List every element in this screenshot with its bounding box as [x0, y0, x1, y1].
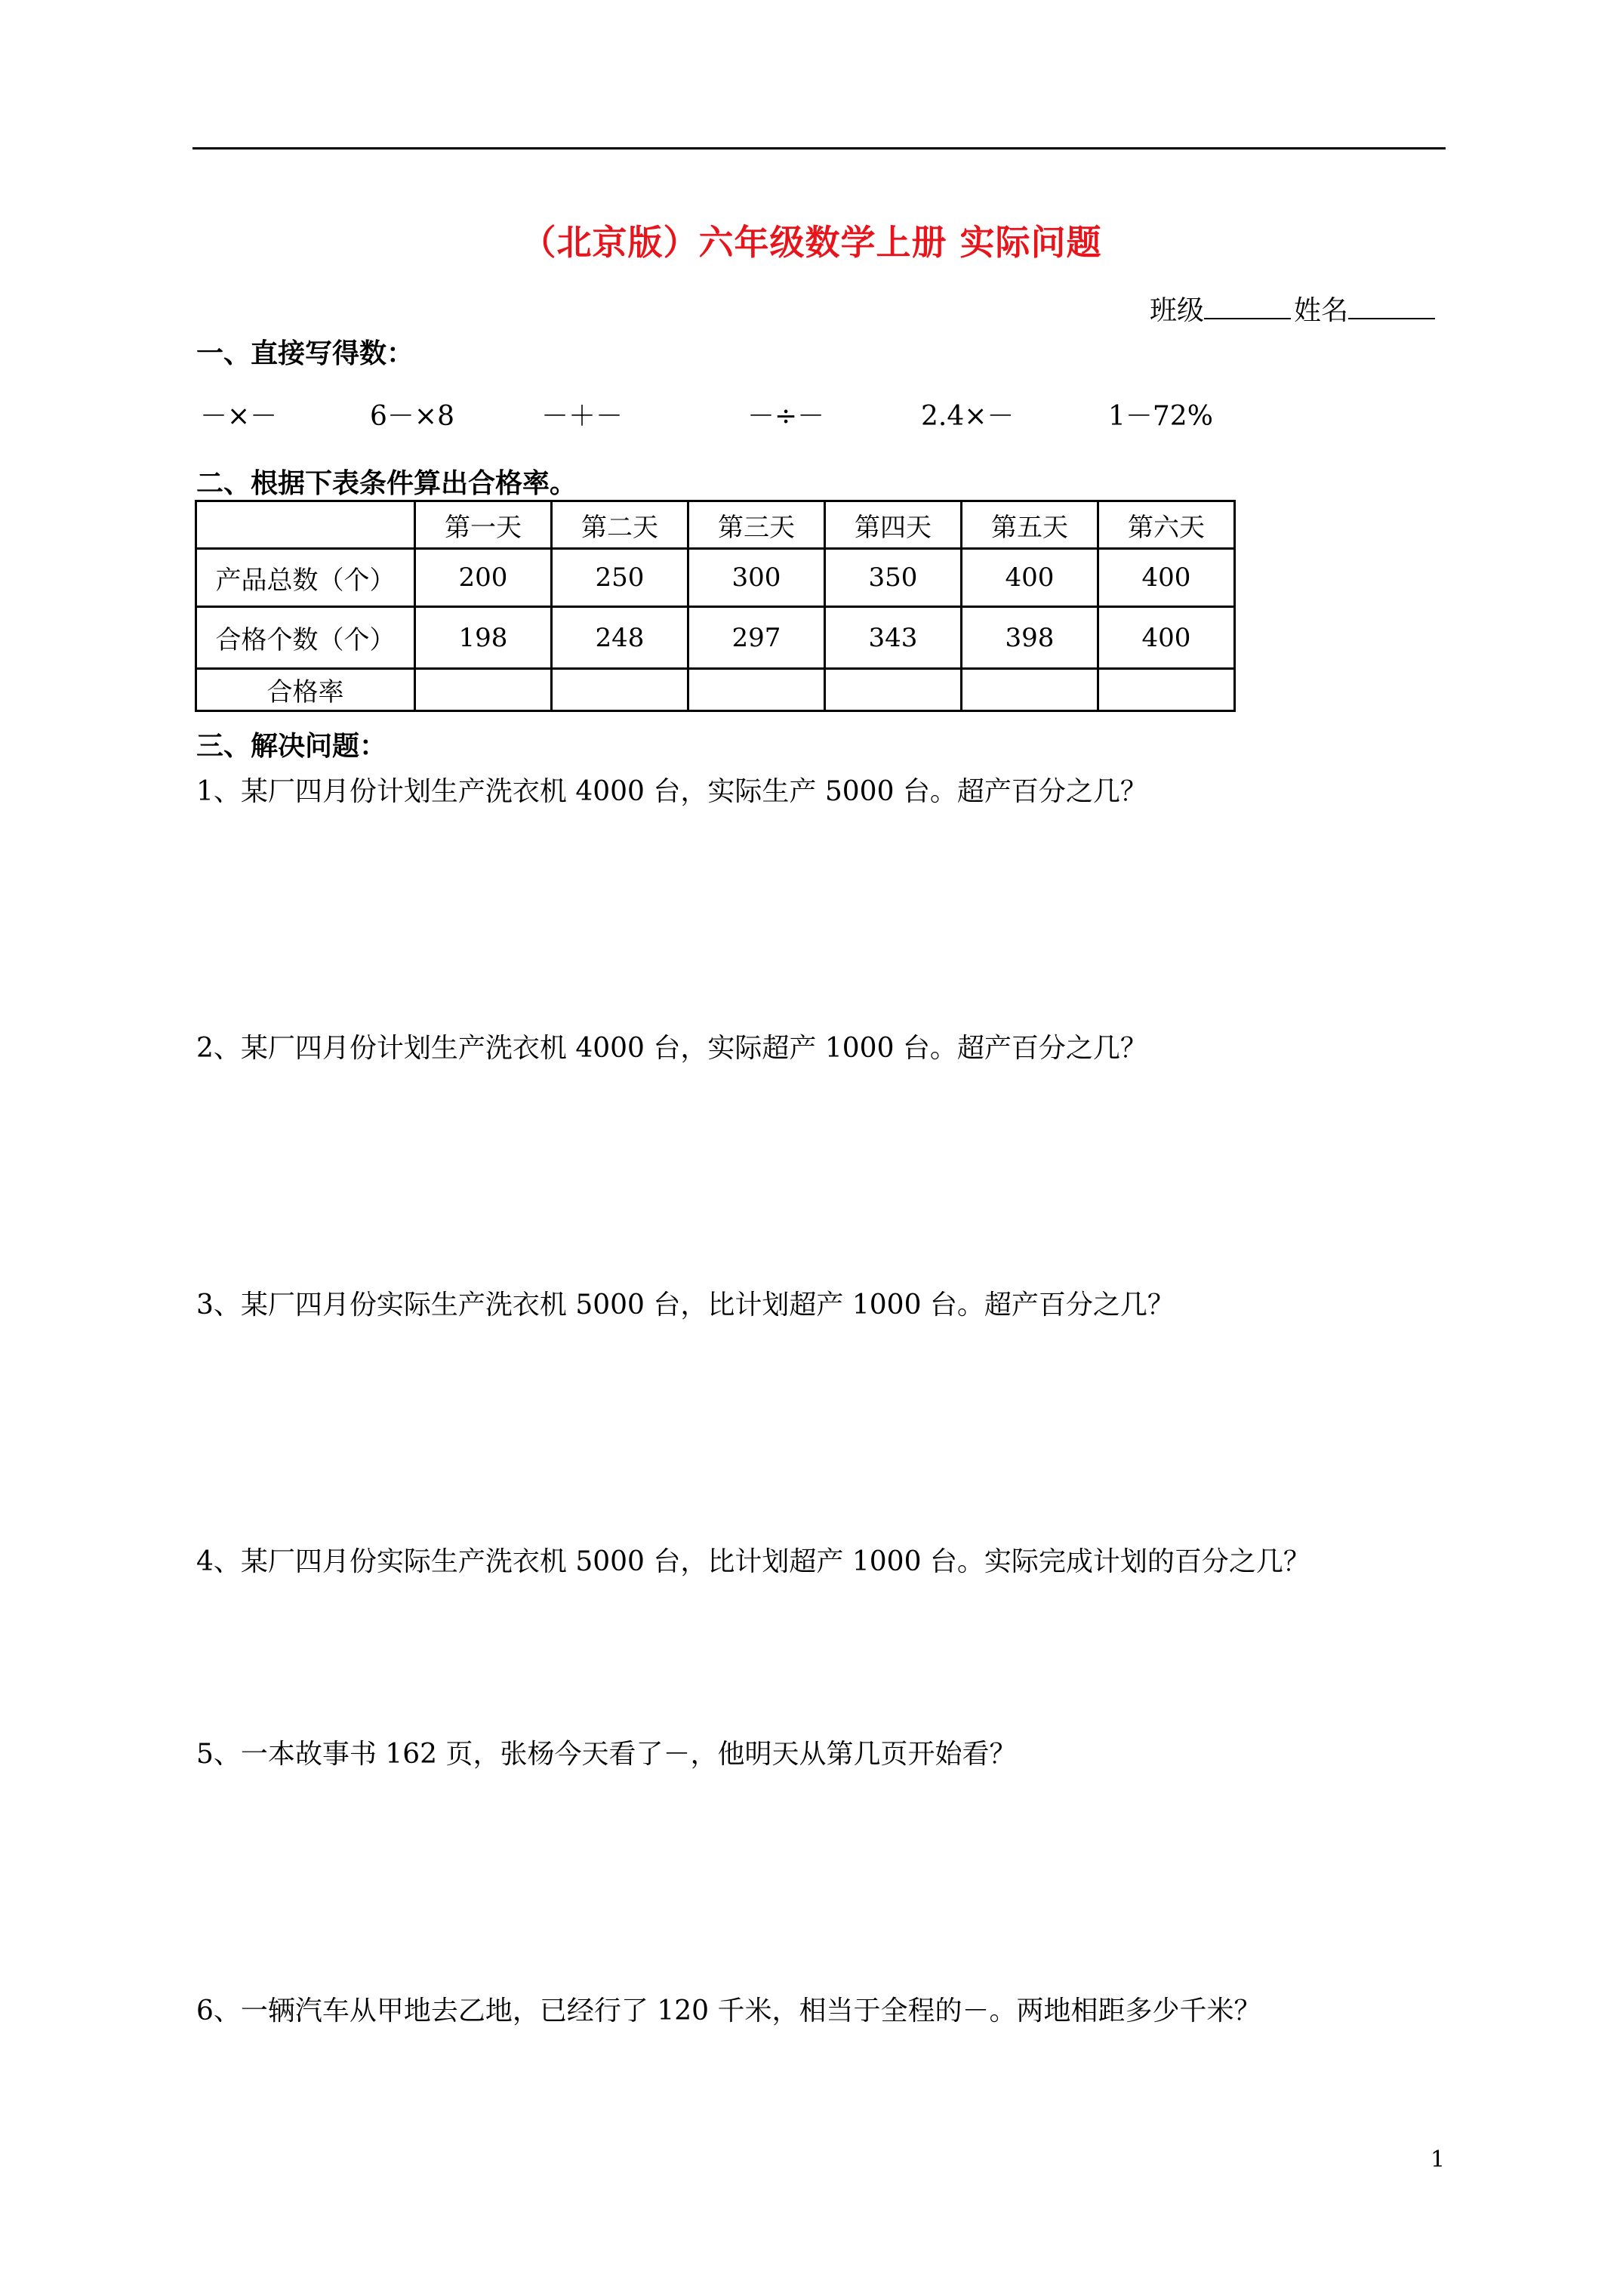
table-cell: 400 [962, 549, 1098, 607]
section1-heading: 一、直接写得数： [196, 337, 414, 369]
expression-5: 2.4×－ [921, 401, 1015, 432]
table-header-cell: 第三天 [688, 501, 825, 549]
table-header-cell: 第四天 [825, 501, 962, 549]
expression-2: 6－×8 [370, 401, 454, 432]
header-rule [192, 147, 1446, 149]
answer-cell[interactable] [962, 669, 1098, 711]
section2-heading: 二、根据下表条件算出合格率。 [196, 467, 577, 499]
table-cell: 产品总数（个） [196, 549, 415, 607]
expression-1: －×－ [200, 401, 278, 432]
name-label: 姓名 [1294, 295, 1349, 326]
table-cell: 198 [415, 607, 552, 669]
table-cell: 合格个数（个） [196, 607, 415, 669]
expression-6: 1－72% [1108, 401, 1213, 432]
table-header-cell: 第一天 [415, 501, 552, 549]
page-number: 1 [1431, 2147, 1446, 2173]
table-row [196, 607, 1235, 669]
class-blank [1204, 295, 1291, 319]
table-cell: 350 [825, 549, 962, 607]
pass-rate-table [195, 500, 1236, 712]
answer-cell[interactable] [1098, 669, 1235, 711]
table-header-cell: 第五天 [962, 501, 1098, 549]
problem-4: 4、某厂四月份实际生产洗衣机 5000 台，比计划超产 1000 台。实际完成计划的百分之几？ [196, 1546, 1310, 1577]
table-cell: 248 [552, 607, 688, 669]
problem-6: 6、一辆汽车从甲地去乙地，已经行了 120 千米，相当于全程的－。两地相距多少千米？ [196, 1996, 1261, 2026]
table-cell: 398 [962, 607, 1098, 669]
expression-4: －÷－ [747, 401, 825, 432]
problem-2: 2、某厂四月份计划生产洗衣机 4000 台，实际超产 1000 台。超产百分之几？ [196, 1033, 1147, 1064]
problem-1: 1、某厂四月份计划生产洗衣机 4000 台，实际生产 5000 台。超产百分之几？ [196, 776, 1147, 807]
table-cell: 300 [688, 549, 825, 607]
answer-cell[interactable] [552, 669, 688, 711]
table-header-row [196, 501, 1235, 549]
problem-5: 5、一本故事书 162 页，张杨今天看了－，他明天从第几页开始看？ [196, 1739, 1017, 1770]
table-cell: 343 [825, 607, 962, 669]
problem-3: 3、某厂四月份实际生产洗衣机 5000 台，比计划超产 1000 台。超产百分之几？ [196, 1290, 1175, 1321]
table-cell: 200 [415, 549, 552, 607]
table-cell: 297 [688, 607, 825, 669]
name-blank [1348, 295, 1435, 319]
table-row [196, 669, 1235, 711]
table-cell: 250 [552, 549, 688, 607]
table-row [196, 549, 1235, 607]
answer-cell[interactable] [688, 669, 825, 711]
student-info [1150, 289, 1438, 328]
answer-cell[interactable] [415, 669, 552, 711]
table-header-cell: 第六天 [1098, 501, 1235, 549]
class-label: 班级 [1150, 295, 1205, 326]
table-cell: 400 [1098, 549, 1235, 607]
table-cell: 400 [1098, 607, 1235, 669]
table-header-cell: 第二天 [552, 501, 688, 549]
page-title: （北京版）六年级数学上册 实际问题 [521, 222, 1102, 263]
table-cell: 合格率 [196, 669, 415, 711]
expression-3: －＋－ [541, 401, 624, 432]
section3-heading: 三、解决问题： [196, 730, 387, 762]
table-header-cell [196, 501, 415, 549]
answer-cell[interactable] [825, 669, 962, 711]
